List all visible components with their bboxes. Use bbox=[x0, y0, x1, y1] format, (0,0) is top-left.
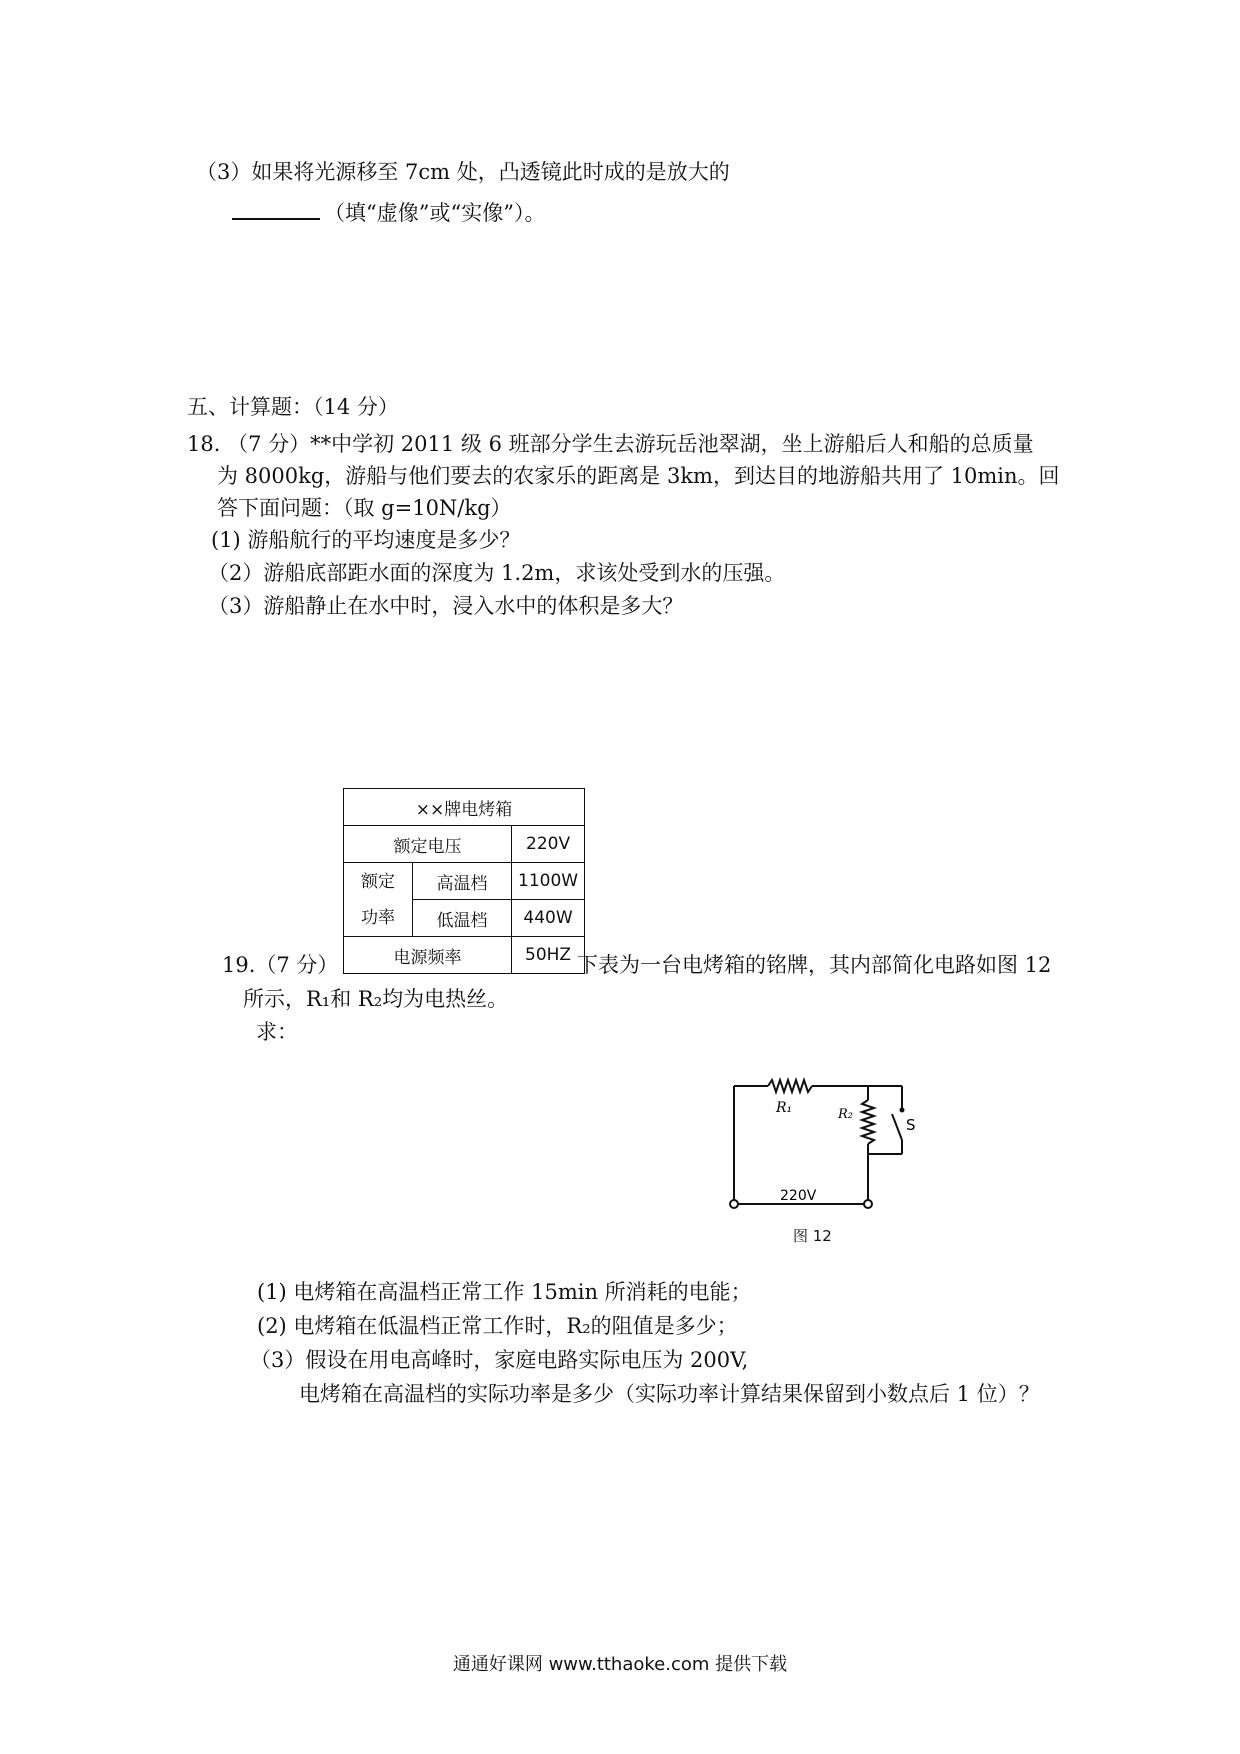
terminal-left bbox=[730, 1200, 738, 1208]
q18-sub1: (1) 游船航行的平均速度是多少？ bbox=[211, 528, 521, 552]
rated-power-label bbox=[344, 863, 413, 937]
q19-sub2: (2) 电烤箱在低温档正常工作时，R₂的阻值是多少； bbox=[257, 1314, 738, 1338]
q18-line1: 18. （7 分）**中学初 2011 级 6 班部分学生去游玩岳池翠湖，坐上游船后人和船的总质量 bbox=[187, 432, 1034, 456]
nameplate-table bbox=[343, 788, 585, 974]
label-switch: S bbox=[906, 1116, 916, 1134]
q19-number: 19.（7 分） bbox=[222, 953, 339, 977]
terminal-right bbox=[864, 1200, 872, 1208]
q19-sub1: (1) 电烤箱在高温档正常工作 15min 所消耗的电能； bbox=[257, 1280, 752, 1304]
q19-intro: 下表为一台电烤箱的铭牌，其内部简化电路如图 12 bbox=[577, 953, 1052, 977]
q17-part3-line2 bbox=[232, 200, 545, 226]
rated-voltage-value: 220V bbox=[512, 826, 585, 863]
circuit-diagram bbox=[720, 1070, 920, 1240]
q19-sub3: （3）假设在用电高峰时，家庭电路实际电压为 200V, bbox=[250, 1348, 749, 1372]
q17-part3-line2-text: （填“虚像”或“实像”）。 bbox=[324, 201, 546, 225]
label-voltage: 220V bbox=[780, 1188, 817, 1204]
rated-power-label-1: 额定 bbox=[361, 871, 395, 892]
low-mode-value: 440W bbox=[512, 900, 585, 937]
q19-ask: 求： bbox=[256, 1020, 298, 1044]
resistor-r1 bbox=[768, 1080, 812, 1092]
label-r2: R₂ bbox=[838, 1107, 853, 1122]
q19-line2: 所示，R₁和 R₂均为电热丝。 bbox=[243, 987, 509, 1011]
answer-blank[interactable] bbox=[232, 200, 320, 220]
label-r1: R₁ bbox=[776, 1100, 793, 1116]
q19-sub3b: 电烤箱在高温档的实际功率是多少（实际功率计算结果保留到小数点后 1 位）？ bbox=[299, 1382, 1040, 1406]
section-title: 五、计算题：（14 分） bbox=[187, 395, 399, 419]
table-title: ××牌电烤箱 bbox=[344, 789, 585, 826]
resistor-r2 bbox=[862, 1100, 874, 1144]
q18-sub2: （2）游船底部距水面的深度为 1.2m，求该处受到水的压强。 bbox=[208, 561, 786, 585]
page-footer: 通通好课网 www.tthaoke.com 提供下载 bbox=[452, 1654, 788, 1675]
rated-voltage-label: 额定电压 bbox=[344, 826, 512, 863]
frequency-value: 50HZ bbox=[512, 937, 585, 974]
switch-blade bbox=[892, 1114, 902, 1140]
q18-line2: 为 8000kg，游船与他们要去的农家乐的距离是 3km，到达目的地游船共用了 10min。回 bbox=[217, 464, 1060, 488]
high-mode-label: 高温档 bbox=[413, 863, 512, 900]
q18-line3: 答下面问题：（取 g=10N/kg） bbox=[217, 496, 512, 520]
q18-sub3: （3）游船静止在水中时，浸入水中的体积是多大？ bbox=[208, 594, 684, 618]
frequency-label: 电源频率 bbox=[344, 937, 512, 974]
q17-part3-line1: （3）如果将光源移至 7cm 处，凸透镜此时成的是放大的 bbox=[196, 160, 730, 184]
rated-power-label-2: 功率 bbox=[361, 907, 395, 928]
figure-caption: 图 12 bbox=[793, 1227, 832, 1245]
high-mode-value: 1100W bbox=[512, 863, 585, 900]
low-mode-label: 低温档 bbox=[413, 900, 512, 937]
